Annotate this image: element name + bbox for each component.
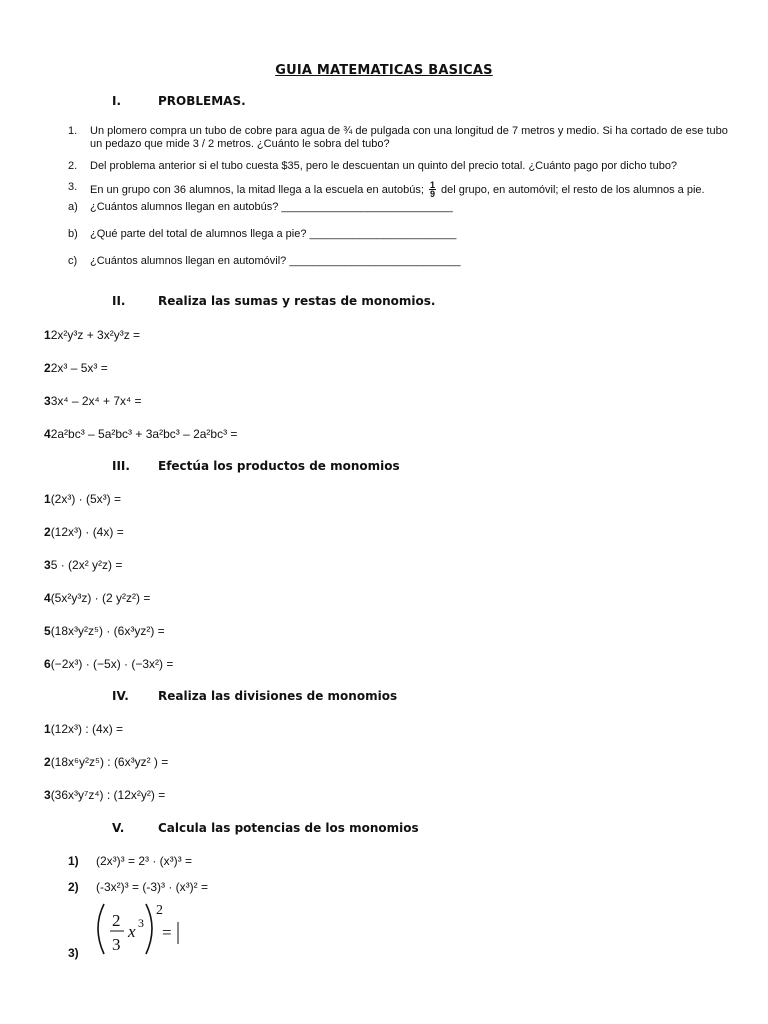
section-number: II. [112, 294, 126, 308]
problem-letter: a) [68, 201, 78, 213]
problem-text-end: del grupo, en automóvil; el resto de los alumnos a pie. [441, 184, 705, 196]
sum-exercise-2 [44, 361, 108, 375]
problem-item-a [68, 201, 748, 215]
power-exercise-3-formula [90, 900, 210, 962]
section-heading-1 [112, 94, 512, 110]
problem-text: Un plomero compra un tubo de cobre para agua de ¾ de pulgada con una longitud de 7 metros y medio. Si ha cortado de ese tubo un pedazo que mide 3 / 2 metros. ¿Cuánto le sobra del tubo? [90, 125, 728, 150]
problem-item-3 [68, 181, 758, 199]
fraction-numerator: 2 [112, 911, 121, 930]
equals-sign: = [162, 923, 172, 942]
base-variable: x [128, 922, 136, 941]
power-exercise-2 [68, 880, 368, 896]
product-exercise-5 [44, 624, 165, 638]
problem-text: ¿Qué parte del total de alumnos llega a pie? ________________________ [90, 228, 457, 240]
section-title: Realiza las sumas y restas de monomios. [158, 294, 436, 308]
product-exercise-4 [44, 591, 150, 605]
exercise-number: 6 [44, 657, 51, 671]
sum-exercise-4 [44, 427, 237, 441]
product-exercise-1 [44, 492, 121, 506]
page-title: GUIA MATEMATICAS BASICAS [275, 63, 493, 78]
exercise-number: 4 [44, 591, 51, 605]
exercise-expression: (36x³y⁷z⁴) : (12x²y²) = [50, 788, 166, 802]
left-paren [98, 904, 104, 954]
exercise-number: 2 [44, 361, 51, 375]
exercise-expression: 2a²bc³ – 5a²bc³ + 3a²bc³ – 2a²bc³ = [50, 427, 238, 441]
product-exercise-6 [44, 657, 173, 671]
division-exercise-2 [44, 755, 168, 769]
fraction-numerator: 1 [429, 180, 435, 190]
problem-text: ¿Cuántos alumnos llegan en automóvil? ____________________________ [90, 255, 461, 267]
section-title: Calcula las potencias de los monomios [158, 821, 419, 835]
exercise-number: 4 [44, 427, 51, 441]
exercise-expression: 2x²y³z + 3x²y³z = [50, 328, 141, 342]
outer-exponent: 2 [156, 903, 163, 918]
exercise-number: 1 [44, 492, 51, 506]
problem-item-c [68, 255, 748, 269]
problem-number: 1. [68, 125, 78, 137]
exercise-number: 5 [44, 624, 51, 638]
section-heading-2 [112, 294, 512, 310]
problem-item-b [68, 228, 748, 242]
section-title: PROBLEMAS. [158, 94, 246, 108]
exercise-number: 1 [44, 328, 51, 342]
section-heading-3 [112, 459, 512, 475]
section-title: Efectúa los productos de monomios [158, 459, 400, 473]
problem-item-1 [68, 125, 748, 153]
exercise-number: 3 [44, 788, 51, 802]
exercise-number: 1 [44, 722, 51, 736]
exercise-expression: (−2x³) · (−5x) · (−3x²) = [50, 657, 174, 671]
division-exercise-3 [44, 788, 165, 802]
problem-text-start: En un grupo con 36 alumnos, la mitad llega a la escuela en autobús; [90, 184, 424, 196]
right-paren [146, 904, 152, 954]
exercise-number: 3 [44, 394, 51, 408]
section-heading-4 [112, 689, 512, 705]
exercise-expression: (18x³y²z⁵) · (6x³yz²) = [50, 624, 165, 638]
exercise-expression: (-3x²)³ = (-3)³ · (x³)² = [96, 880, 208, 894]
exercise-expression: (12x³) · (4x) = [50, 525, 124, 539]
problem-text: ¿Cuántos alumnos llegan en autobús? ____________________________ [90, 201, 453, 213]
section-number: I. [112, 94, 122, 108]
inner-exponent: 3 [138, 916, 144, 930]
problem-letter: b) [68, 228, 78, 240]
exercise-expression: 5 · (2x² y²z) = [50, 558, 123, 572]
product-exercise-3 [44, 558, 122, 572]
exercise-expression: (2x³)³ = 2³ · (x³)³ = [96, 854, 192, 868]
exercise-number: 2 [44, 755, 51, 769]
sum-exercise-1 [44, 328, 140, 342]
fraction-denominator: 9 [429, 189, 435, 199]
section-heading-5 [112, 821, 512, 837]
exercise-expression: (18x⁶y²z⁵) : (6x³yz² ) = [50, 755, 169, 769]
exercise-expression: (2x³) · (5x³) = [50, 492, 122, 506]
problem-number: 3. [68, 181, 78, 193]
fraction [429, 181, 436, 198]
problem-text: Del problema anterior si el tubo cuesta $35, pero le descuentan un quinto del precio total. ¿Cuánto pago por dicho tubo? [90, 160, 678, 172]
product-exercise-2 [44, 525, 124, 539]
problem-letter: c) [68, 255, 78, 267]
division-exercise-1 [44, 722, 123, 736]
exercise-number: 3) [68, 946, 79, 960]
exercise-number: 3 [44, 558, 51, 572]
power-exercise-1 [68, 854, 368, 870]
exercise-number: 2 [44, 525, 51, 539]
exercise-number: 1) [68, 854, 79, 868]
exercise-expression: 2x³ – 5x³ = [50, 361, 108, 375]
exercise-expression: 3x⁴ – 2x⁴ + 7x⁴ = [50, 394, 142, 408]
section-number: III. [112, 459, 130, 473]
fraction-denominator: 3 [112, 935, 121, 954]
section-number: V. [112, 821, 125, 835]
section-title: Realiza las divisiones de monomios [158, 689, 398, 703]
sum-exercise-3 [44, 394, 142, 408]
exercise-expression: (12x³) : (4x) = [50, 722, 124, 736]
problem-item-2 [68, 160, 748, 174]
exercise-number: 2) [68, 880, 79, 894]
problem-number: 2. [68, 160, 78, 172]
section-number: IV. [112, 689, 129, 703]
exercise-expression: (5x²y³z) · (2 y²z²) = [50, 591, 151, 605]
